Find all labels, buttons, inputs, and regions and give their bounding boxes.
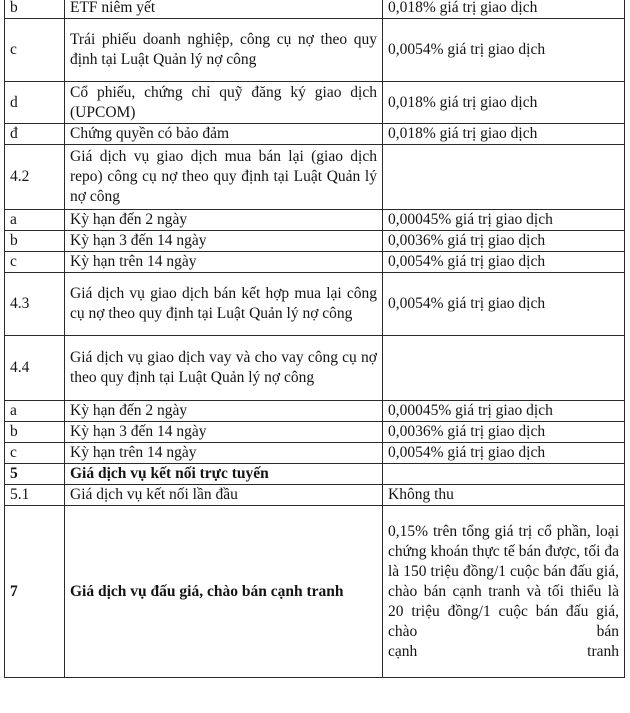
table-row	[5, 422, 625, 443]
row-fee	[383, 336, 625, 401]
row-index: b	[5, 422, 65, 443]
row-description: Kỳ hạn 3 đến 14 ngày	[65, 422, 383, 443]
table-row	[5, 231, 625, 252]
row-index: c	[5, 252, 65, 273]
table-row	[5, 336, 625, 401]
row-index: a	[5, 210, 65, 231]
row-description: Giá dịch vụ giao dịch vay và cho vay công cụ nợ theo quy định tại Luật Quản lý nợ công	[65, 336, 383, 401]
row-description: ETF niêm yết	[65, 0, 383, 19]
table-row	[5, 210, 625, 231]
row-fee: 0,018% giá trị giao dịch	[383, 124, 625, 145]
row-description: Giá dịch vụ kết nối lần đầu	[65, 485, 383, 506]
row-fee: 0,0054% giá trị giao dịch	[383, 443, 625, 464]
row-index: c	[5, 19, 65, 82]
row-index: a	[5, 401, 65, 422]
fee-table	[4, 0, 625, 678]
table-row	[5, 464, 625, 485]
table-row	[5, 145, 625, 210]
row-fee: Không thu	[383, 485, 625, 506]
row-index: d	[5, 82, 65, 124]
row-fee: 0,0054% giá trị giao dịch	[383, 273, 625, 336]
row-index: c	[5, 443, 65, 464]
row-description: Giá dịch vụ giao dịch bán kết hợp mua lại công cụ nợ theo quy định tại Luật Quản lý nợ công	[65, 273, 383, 336]
row-description: Kỳ hạn đến 2 ngày	[65, 210, 383, 231]
row-fee: 0,00045% giá trị giao dịch	[383, 401, 625, 422]
row-fee-cell	[383, 506, 625, 678]
table-row	[5, 273, 625, 336]
row-fee: 0,018% giá trị giao dịch	[383, 82, 625, 124]
row-description: Kỳ hạn đến 2 ngày	[65, 401, 383, 422]
row-index: 4.3	[5, 273, 65, 336]
table-row	[5, 124, 625, 145]
row-description: Kỳ hạn trên 14 ngày	[65, 252, 383, 273]
row-fee: 0,0054% giá trị giao dịch	[383, 252, 625, 273]
row-fee: 0,0036% giá trị giao dịch	[383, 422, 625, 443]
row-description: Cổ phiếu, chứng chỉ quỹ đăng ký giao dịch (UPCOM)	[65, 82, 383, 124]
row-index: b	[5, 231, 65, 252]
row-fee: 0,00045% giá trị giao dịch	[383, 210, 625, 231]
row-fee: 0,15% trên tổng giá trị cổ phần, loại chứng khoán thực tế bán được, tối đa là 150 triệu đồng/1 cuộc bán đấu giá, chào bán cạnh tranh và tối thiểu là 20 triệu đồng/1 cuộc bán đấu giá, chào bán	[388, 522, 619, 640]
table-row	[5, 401, 625, 422]
row-description: Kỳ hạn trên 14 ngày	[65, 443, 383, 464]
row-fee	[383, 145, 625, 210]
row-description: Kỳ hạn 3 đến 14 ngày	[65, 231, 383, 252]
table-row	[5, 82, 625, 124]
table-row	[5, 485, 625, 506]
row-index: b	[5, 0, 65, 19]
row-fee: 0,0054% giá trị giao dịch	[383, 19, 625, 82]
row-fee: 0,0036% giá trị giao dịch	[383, 231, 625, 252]
table-row	[5, 0, 625, 19]
table-row	[5, 252, 625, 273]
table-row	[5, 506, 625, 678]
table-row	[5, 443, 625, 464]
row-fee	[383, 464, 625, 485]
row-description: Giá dịch vụ giao dịch mua bán lại (giao dịch repo) công cụ nợ theo quy định tại Luật Quản lý nợ công	[65, 145, 383, 210]
row-fee: 0,018% giá trị giao dịch	[383, 0, 625, 19]
row-index: 4.2	[5, 145, 65, 210]
row-fee-continued: cạnh tranh	[388, 642, 619, 660]
row-index: đ	[5, 124, 65, 145]
row-index: 4.4	[5, 336, 65, 401]
row-description: Giá dịch vụ đấu giá, chào bán cạnh tranh	[65, 506, 383, 678]
row-index: 7	[5, 506, 65, 678]
row-description: Trái phiếu doanh nghiệp, công cụ nợ theo quy định tại Luật Quản lý nợ công	[65, 19, 383, 82]
row-index: 5.1	[5, 485, 65, 506]
row-description: Chứng quyền có bảo đảm	[65, 124, 383, 145]
row-description: Giá dịch vụ kết nối trực tuyến	[65, 464, 383, 485]
table-row	[5, 19, 625, 82]
row-index: 5	[5, 464, 65, 485]
